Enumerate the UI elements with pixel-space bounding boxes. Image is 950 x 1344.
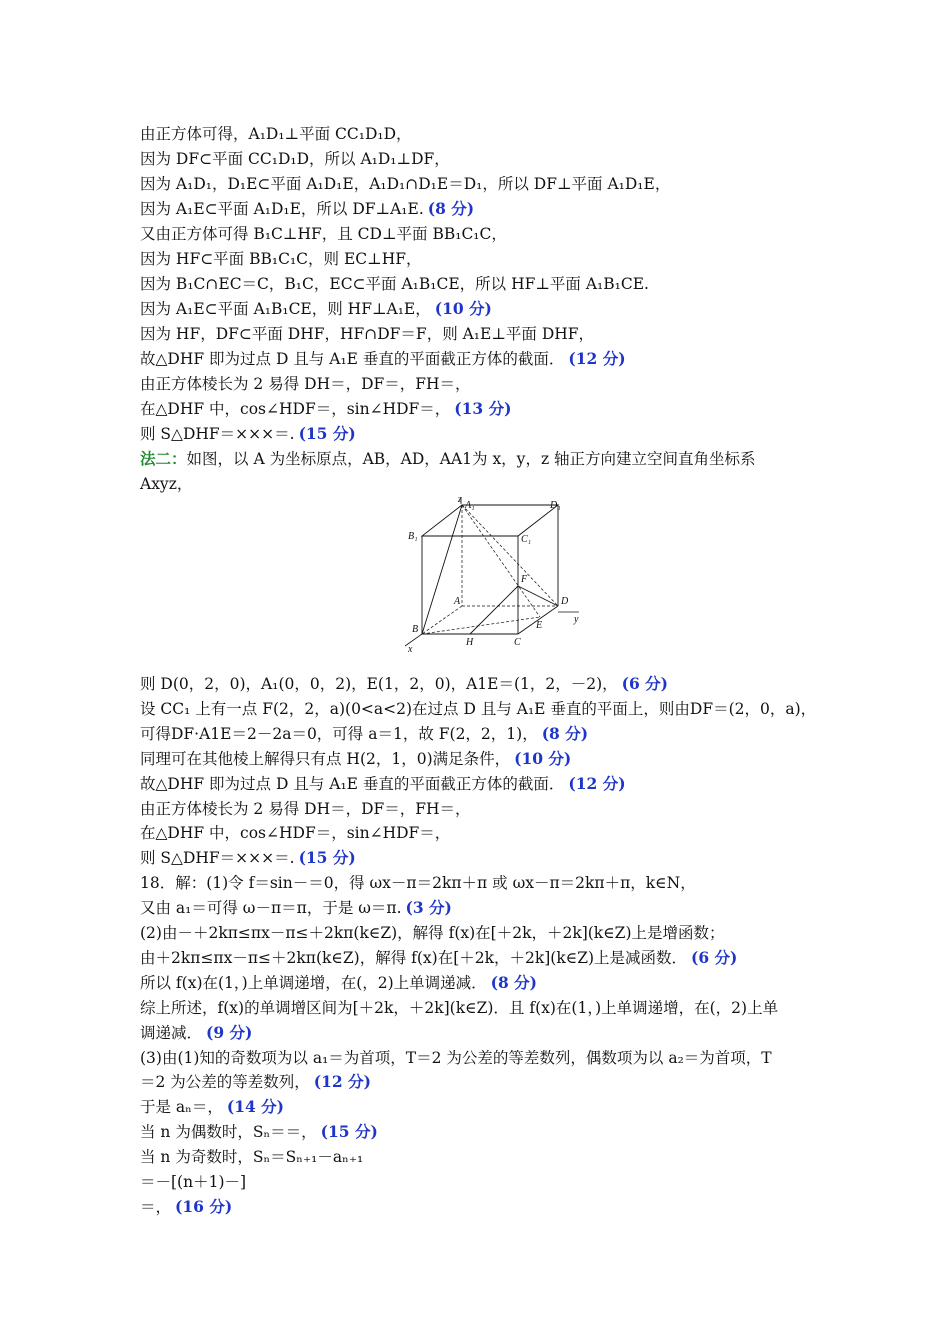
score-mark: (10 分) [434,299,492,318]
text-line [140,699,816,719]
line-text: 则 S△DHF＝×××＝. [140,425,295,443]
score-mark: (14 分) [226,1097,285,1117]
text-line [140,424,356,444]
line-text: 由正方体可得，A₁D₁⊥平面 CC₁D₁D， [140,125,412,143]
line-text: 设 CC₁ 上有一点 F(2，2，a)(0<a<2)在过点 D 且与 A₁E 垂直的平面上，则由DF＝(2，0，a)， [140,699,817,718]
score-mark: (15 分) [298,848,356,868]
text-line [140,299,492,319]
line-text: 故△DHF 即为过点 D 且与 A₁E 垂直的平面截正方体的截面． [140,774,565,793]
text-line [140,973,537,993]
label-y: y [574,614,579,625]
text-line [140,1023,252,1043]
line-text: 因为 A₁E⊂平面 A₁D₁E，所以 DF⊥A₁E. [140,200,424,218]
text-line [140,374,471,394]
text-line [140,1048,772,1068]
score-mark: (12 分) [313,1072,371,1092]
line-text: 因为 B₁C∩EC＝C，B₁C，EC⊂平面 A₁B₁CE，所以 HF⊥平面 A₁B₁CE. [140,275,649,293]
text-line [140,124,412,144]
text-line [140,199,474,219]
score-mark: (8 分) [541,723,589,743]
line-text: 由正方体棱长为 2 易得 DH＝，DF＝，FH＝， [140,375,471,393]
line-text: (3)由(1)知的奇数项为以 a₁＝为首项，T＝2 为公差的等差数列，偶数项为以 a₂＝为首项，T [140,1048,772,1067]
label-b1: B₁ [408,531,418,542]
text-line [140,724,588,744]
label-x: x [408,644,413,652]
text-line [140,1072,371,1092]
line-text: 当 n 为偶数时，Sₙ＝＝， [140,1123,317,1142]
line-text: 可得DF·A1E＝2－2a＝0，可得 a＝1，故 F(2，2，1)， [140,724,538,743]
text-line [140,948,737,968]
label-c1: C₁ [521,534,532,545]
text-line [140,349,626,369]
line-text: 当 n 为奇数时，Sₙ＝Sₙ₊₁－aₙ₊₁ [140,1148,364,1167]
text-line [140,749,571,769]
line-text: 综上所述，f(x)的单调增区间为[＋2k，＋2k](k∈Z)．且 f(x)在(1，)上单调递增，在(，2)上单 [140,998,779,1017]
score-mark: (3 分) [405,898,452,918]
label-d: D [561,596,569,607]
line-text: 则 S△DHF＝×××＝. [140,849,295,868]
text-line [140,224,507,244]
text-line [140,799,471,819]
line-text: 因为 DF⊂平面 CC₁D₁D，所以 A₁D₁⊥DF， [140,150,450,168]
score-mark: (8 分) [427,199,475,218]
method-2-heading-cont: Axyz， [140,475,193,493]
text-line [140,324,594,344]
label-f: F [521,574,528,585]
line-text: 由正方体棱长为 2 易得 DH＝，DF＝，FH＝， [140,799,471,818]
method-2-text: 如图，以 A 为坐标原点，AB，AD，AA1为 x，y，z 轴正方向建立空间直角坐标系 [186,450,756,468]
line-text: ＝－[(n＋1)－] [140,1173,247,1191]
score-mark: (15 分) [320,1122,378,1142]
method-2-heading-line [140,449,756,469]
line-text: 又由正方体可得 B₁C⊥HF，且 CD⊥平面 BB₁C₁C， [140,225,507,243]
score-mark: (9 分) [206,1022,253,1042]
label-h: H [466,637,474,648]
line-text: ＝2 为公差的等差数列， [140,1073,310,1092]
score-mark: (8 分) [490,972,538,992]
text-line [140,1197,232,1217]
label-a: A [454,596,461,607]
line-text: 则 D(0，2，0)，A₁(0，0，2)，E(1，2，0)，A1E＝(1，2，－2)， [140,675,618,693]
label-c: C [514,637,521,648]
cube-diagram [402,494,582,652]
line-text: 所以 f(x)在(1，)上单调递增，在(，2)上单调递减． [140,973,487,992]
text-line [140,923,725,943]
text-line [140,1097,284,1117]
line-text: 于是 aₙ＝， [140,1098,223,1117]
text-line [140,249,422,269]
label-a1: A₁ [465,500,475,511]
text-line [140,674,668,694]
text-line [140,274,649,294]
label-b: B [412,624,419,635]
score-mark: (13 分) [454,399,512,418]
line-text: 在△DHF 中，cos∠HDF＝，sin∠HDF＝， [140,400,451,418]
text-line [140,774,626,794]
line-text: 因为 A₁E⊂平面 A₁B₁CE，则 HF⊥A₁E， [140,300,431,318]
line-text: 在△DHF 中，cos∠HDF＝，sin∠HDF＝， [140,824,451,843]
score-mark: (12 分) [568,349,626,368]
text-line [140,1122,378,1142]
text-line [140,873,696,893]
text-line [140,848,356,868]
line-text: 因为 A₁D₁，D₁E⊂平面 A₁D₁E，A₁D₁∩D₁E＝D₁，所以 DF⊥平面 A₁D₁E， [140,175,671,193]
line-text: 18．解：(1)令 f＝sin－＝0，得 ωx－π＝2kπ＋π 或 ωx－π＝2kπ＋π，k∈N， [140,874,696,893]
line-text: 因为 HF，DF⊂平面 DHF，HF∩DF＝F，则 A₁E⊥平面 DHF， [140,325,595,343]
line-text: 又由 a₁＝可得 ω－π＝π，于是 ω＝π. [140,899,402,918]
line-text: 因为 HF⊂平面 BB₁C₁C，则 EC⊥HF， [140,250,422,268]
label-z: z [458,494,462,505]
text-line [140,1147,363,1167]
text-line [140,898,452,918]
line-text: 同理可在其他棱上解得只有点 H(2，1，0)满足条件， [140,749,511,768]
line-text: 故△DHF 即为过点 D 且与 A₁E 垂直的平面截正方体的截面． [140,350,565,368]
line-text: (2)由－＋2kπ≤πx－π≤＋2kπ(k∈Z)，解得 f(x)在[＋2k，＋2k](k∈Z)上是增函数； [140,924,725,942]
score-mark: (6 分) [691,947,738,967]
text-line [140,1172,246,1192]
line-text: ＝， [140,1197,172,1216]
label-e: E [536,620,543,631]
score-mark: (15 分) [298,424,356,443]
text-line [140,399,511,419]
line-text: 调递减． [140,1023,203,1042]
text-line [140,823,450,843]
score-mark: (16 分) [175,1196,233,1216]
line-text: 由＋2kπ≤πx－π≤＋2kπ(k∈Z)，解得 f(x)在[＋2k，＋2k](k∈Z)上是减函数． [140,948,688,967]
score-mark: (6 分) [621,674,669,693]
score-mark: (12 分) [568,773,626,793]
text-line [140,998,778,1018]
text-line [140,174,670,194]
cube-figure [402,494,582,652]
score-mark: (10 分) [514,748,572,768]
method-2-label: 法二： [140,449,187,468]
label-d1: D₁ [550,500,561,511]
text-line [140,149,450,169]
